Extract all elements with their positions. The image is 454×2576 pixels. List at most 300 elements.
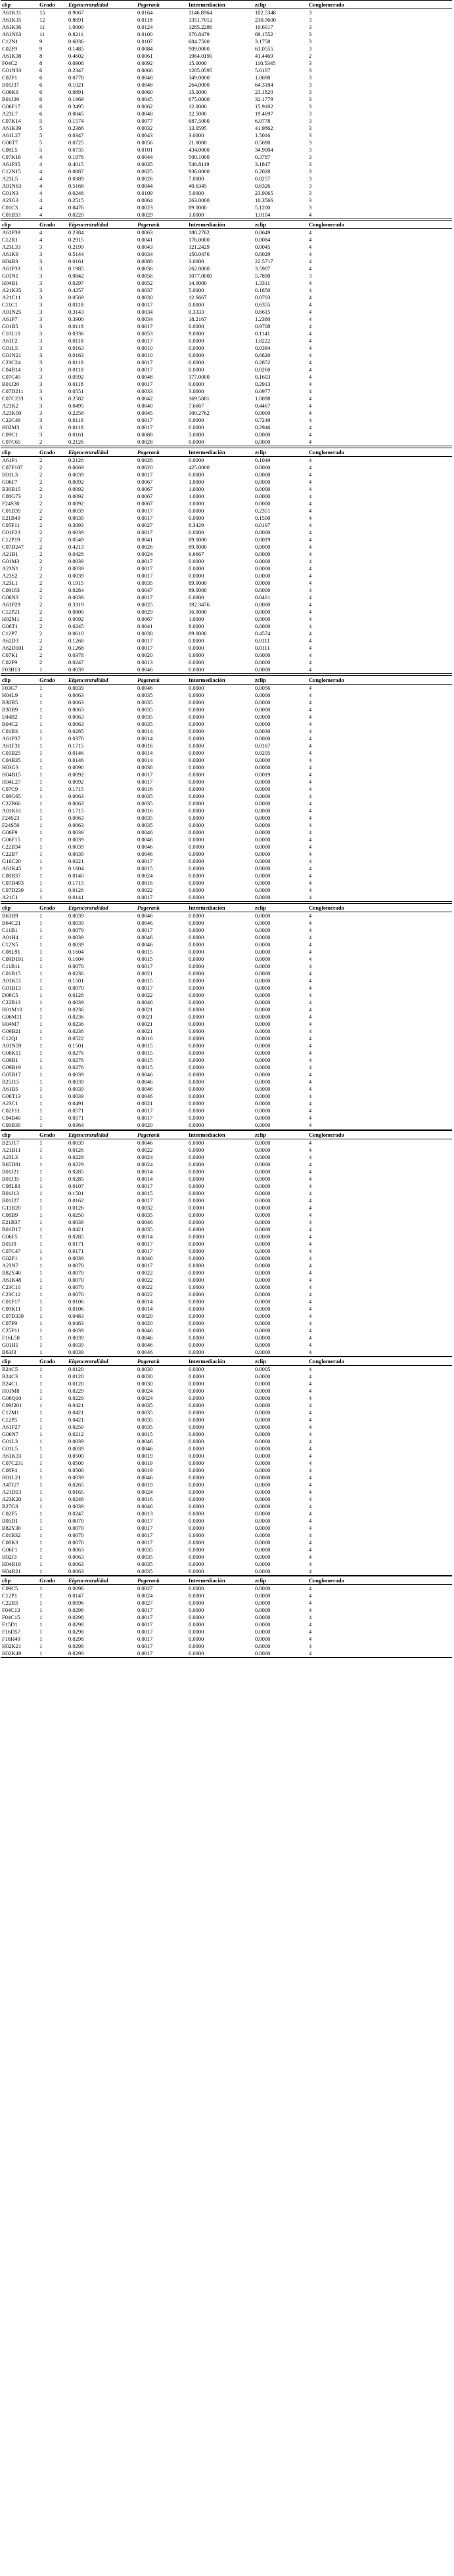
cell-clip: C08K3 [2,1539,18,1546]
cell-clip: G02F1 [2,1255,18,1261]
cell-zclip: 0.0000 [255,1269,271,1276]
cell-conglomerado: 4 [309,652,312,658]
cell-conglomerado: 3 [309,24,312,30]
cell-clip: C07K16 [2,154,21,160]
cell-grado: 1 [39,1291,43,1298]
cell-intermediacion: 1077.0000 [189,272,213,279]
cell-intermediacion: 18.2167 [189,316,207,322]
cell-grado: 1 [39,1341,43,1348]
cell-grado: 6 [39,67,43,74]
cell-conglomerado: 4 [309,294,312,301]
table-row [1,644,452,652]
cell-zclip: 0.0000 [255,1049,271,1056]
cell-zclip: 0.0000 [255,464,271,471]
column-header-eigen: Eigencentralidad [67,1357,136,1366]
cell-grado: 4 [39,204,43,211]
cell-clip: B30B5 [2,699,18,706]
table-row [1,1599,452,1607]
cell-zclip: 0.0000 [255,887,271,893]
cell-zclip: 0.2946 [255,424,271,431]
cell-eigen: 0.0039 [68,1093,84,1099]
cell-pagerank: 0.0032 [137,125,153,131]
cell-grado: 1 [39,1481,43,1488]
cell-clip: B01J9 [2,1240,16,1247]
cell-eigen: 0.0090 [68,764,84,771]
cell-pagerank: 0.0014 [137,1305,153,1312]
cell-clip: A61P33 [2,265,20,272]
cell-pagerank: 0.0017 [137,1614,153,1620]
cell-conglomerado: 4 [309,793,312,799]
cell-clip: G09B1 [2,1057,18,1063]
cell-conglomerado: 4 [309,699,312,706]
table-row [1,1341,452,1349]
cell-intermediacion: 0.0000 [189,1496,204,1502]
cell-clip: A47J27 [2,1481,20,1488]
cell-conglomerado: 4 [309,1298,312,1305]
cell-conglomerado: 4 [309,1517,312,1524]
cell-clip: C02F5 [2,1510,18,1517]
cell-eigen: 0.0250 [68,1424,84,1430]
cell-intermediacion: 1.0000 [189,493,204,499]
cell-eigen: 0.0161 [68,258,84,264]
cell-clip: A61L27 [2,132,21,138]
column-header-intermediacion: Intermediación [187,676,254,685]
cell-pagerank: 0.0030 [137,1373,153,1380]
cell-clip: C09C5 [2,1585,18,1592]
cell-intermediacion: 100.2762 [189,410,210,416]
cell-eigen: 0.0285 [68,1168,84,1175]
cell-intermediacion: 3.0000 [189,431,204,438]
table-row [1,963,452,970]
cell-conglomerado: 4 [309,778,312,785]
cell-pagerank: 0.0020 [137,1313,153,1319]
cell-pagerank: 0.0046 [136,1349,187,1357]
cell-grado: 1 [39,851,43,857]
cell-conglomerado: 4 [309,822,312,828]
cell-pagerank: 0.0027 [137,1599,153,1606]
cell-conglomerado: 4 [309,814,312,821]
cell-intermediacion: 0.0000 [189,1452,204,1459]
cell-zclip: 64.3184 [255,81,273,88]
cell-zclip: 0.0000 [255,1226,271,1233]
cell-eigen: 0.0070 [68,1284,84,1290]
cell-pagerank: 0.0048 [137,81,153,88]
cell-conglomerado: 3 [309,103,312,110]
cell-zclip: 230.9600 [255,16,276,23]
cell-clip: C22B3 [2,1599,18,1606]
cell-zclip: 0.0000 [254,1568,307,1576]
cell-pagerank: 0.0030 [137,1366,153,1372]
cell-zclip: 0.0000 [255,608,271,615]
table-row [1,912,452,920]
cell-zclip: 0.0000 [255,529,271,536]
cell-grado: 1 [39,1028,43,1034]
cell-conglomerado: 3 [309,74,312,81]
table-row [1,1489,452,1496]
cell-intermediacion: 0.0000 [189,1298,204,1305]
cell-clip: G09B19 [2,1064,21,1070]
cell-clip: B25J17 [2,1139,19,1146]
cell-eigen: 0.0039 [68,594,84,601]
cell-pagerank: 0.0100 [137,31,153,37]
cell-intermediacion: 0.0000 [189,1424,204,1430]
cell-conglomerado: 3 [309,96,312,102]
cell-conglomerado: 4 [309,471,312,478]
table-row [1,117,452,125]
cell-zclip: 0.0000 [255,486,271,492]
cell-clip: C01B3 [2,728,18,734]
cell-clip: G01N33 [2,67,22,74]
cell-pagerank: 0.0015 [137,865,153,872]
cell-eigen: 0.1501 [68,977,84,984]
cell-conglomerado: 4 [309,373,312,380]
cell-zclip: 0.0000 [255,1460,271,1466]
cell-pagerank: 0.0024 [137,551,153,557]
cell-eigen: 0.0298 [68,1643,84,1649]
data-table-block [1,1357,452,1576]
cell-grado: 1 [39,1049,43,1056]
cell-grado: 1 [39,735,43,742]
cell-eigen: 0.2199 [68,243,84,250]
cell-intermediacion: 0.0000 [189,1438,204,1445]
cell-intermediacion: 0.0000 [189,1305,204,1312]
cell-clip: B63J3 [1,1349,38,1357]
cell-intermediacion: 3.0000 [189,132,204,138]
cell-clip: C09D191 [2,956,24,962]
cell-zclip: 0.0000 [255,1078,271,1085]
cell-conglomerado: 4 [309,941,312,948]
cell-intermediacion: 0.0000 [189,345,204,351]
cell-pagerank: 0.0023 [137,204,153,211]
cell-zclip: 0.0000 [255,1525,271,1531]
table-row [1,919,452,927]
cell-clip: A21D13 [2,1489,22,1495]
table-row [1,154,452,161]
cell-clip: C10L10 [2,330,20,337]
cell-grado: 12 [39,16,45,23]
cell-pagerank: 0.0048 [137,373,153,380]
cell-zclip: 0.0000 [255,1298,271,1305]
table-row [1,941,452,948]
cell-eigen: 0.0092 [68,500,84,507]
cell-clip: C12N15 [2,168,21,175]
cell-grado: 4 [39,190,43,196]
cell-pagerank: 0.0017 [137,381,153,387]
cell-grado: 1 [39,1233,43,1240]
cell-zclip: 15.9102 [255,103,273,110]
cell-grado: 1 [39,1614,43,1620]
cell-eigen: 0.4602 [68,53,84,59]
cell-pagerank: 0.0063 [137,229,153,236]
cell-eigen: 0.0285 [68,728,84,734]
column-header-zclip: zclip [254,1131,307,1139]
cell-intermediacion: 0.0000 [189,1212,204,1218]
cell-intermediacion: 7.0000 [189,175,204,182]
column-header-pagerank: Pagerank [136,1,187,9]
cell-clip: G01M3 [2,558,20,564]
cell-intermediacion: 0.0000 [189,1057,204,1063]
cell-zclip: 23.1820 [255,89,273,95]
table-row [1,1568,452,1576]
cell-pagerank: 0.0020 [137,464,153,471]
column-header-eigen: Eigencentralidad [67,904,136,912]
cell-pagerank: 0.0046 [137,1438,153,1445]
cell-intermediacion: 0.0000 [189,1071,204,1078]
cell-grado: 1 [39,807,43,814]
cell-pagerank: 0.0017 [137,572,153,579]
cell-intermediacion: 0.0000 [187,666,254,674]
cell-intermediacion: 263.0000 [189,197,210,203]
cell-pagerank: 0.0056 [137,139,153,146]
cell-eigen: 0.0285 [68,1175,84,1182]
cell-eigen: 0.0549 [68,536,84,543]
table-row [1,948,452,956]
cell-zclip: 0.0000 [255,713,271,720]
cell-intermediacion: 188.2762 [189,229,210,236]
cell-eigen: 0.4015 [68,161,84,167]
cell-pagerank: 0.0021 [137,1021,153,1027]
cell-zclip: 0.0000 [255,1334,271,1341]
cell-pagerank: 0.0041 [137,236,153,243]
cell-eigen: 0.2384 [68,229,84,236]
cell-clip: C01B15 [2,970,21,977]
cell-zclip: 0.0461 [255,594,271,601]
cell-eigen: 0.0126 [68,1204,84,1211]
cell-eigen: 0.0171 [68,1240,84,1247]
cell-eigen: 0.0070 [68,1525,84,1531]
cell-zclip: 41.4469 [255,53,273,59]
cell-eigen: 0.0039 [68,1078,84,1085]
table-row [1,1607,452,1614]
table-row [1,1277,452,1284]
cell-clip: F15D1 [2,1621,18,1628]
cell-intermediacion: 150.0476 [189,251,210,257]
cell-pagerank: 0.0022 [137,1277,153,1283]
table-row [1,352,452,359]
cell-conglomerado: 4 [309,1078,312,1085]
cell-zclip: 0.0000 [255,601,271,608]
cell-intermediacion: 909.0000 [189,45,210,52]
cell-clip: G06M11 [2,1013,22,1020]
cell-zclip: 0.0030 [255,728,271,734]
cell-grado: 15 [39,9,45,16]
cell-grado: 1 [39,1395,43,1401]
cell-clip: A23S2 [2,572,18,579]
cell-eigen: 0.0039 [67,1349,136,1357]
cell-eigen: 0.0229 [68,1395,84,1401]
cell-conglomerado: 4 [309,522,312,528]
cell-conglomerado: 4 [309,558,312,564]
cell-conglomerado: 4 [309,236,312,243]
cell-zclip: 0.6615 [255,308,271,315]
cell-zclip: 0.0205 [255,750,271,756]
cell-eigen: 0.0276 [68,1057,84,1063]
data-table-block [1,448,452,674]
cell-intermediacion: 0.0000 [189,1233,204,1240]
cell-intermediacion: 0.0000 [189,1327,204,1334]
cell-intermediacion: 0.0000 [189,1445,204,1452]
cell-eigen: 0.0063 [68,692,84,698]
cell-zclip: 0.0260 [255,366,271,373]
cell-conglomerado: 3 [309,182,312,189]
cell-conglomerado: 4 [309,1628,312,1635]
cell-grado: 2 [39,587,43,593]
cell-clip: F04C2 [2,60,18,66]
cell-clip: F16L58 [2,1334,20,1341]
cell-zclip: 0.0000 [255,984,271,991]
cell-pagerank: 0.0043 [137,132,153,138]
cell-zclip: 0.0197 [255,522,271,528]
cell-grado: 2 [39,551,43,557]
cell-intermediacion: 0.0000 [187,1122,254,1130]
table-row [1,16,452,24]
cell-eigen: 0.5168 [68,182,84,189]
cell-pagerank: 0.0046 [137,685,153,691]
cell-pagerank: 0.0164 [137,9,153,16]
column-header-eigen: Eigencentralidad [67,676,136,685]
cell-zclip: 0.0000 [255,493,271,499]
cell-grado: 1 [39,1373,43,1380]
cell-intermediacion: 0.0000 [189,1643,204,1649]
cell-intermediacion: 0.0000 [189,706,204,713]
cell-clip: B01J35 [2,1175,19,1182]
cell-zclip: 6.0778 [255,117,271,124]
cell-intermediacion: 0.0000 [189,793,204,799]
cell-clip: H02K21 [2,1643,22,1649]
cell-conglomerado: 4 [309,507,312,514]
cell-intermediacion: 0.0000 [189,970,204,977]
column-header-pagerank: Pagerank [136,904,187,912]
cell-intermediacion: 0.0000 [189,1320,204,1326]
cell-eigen: 0.0245 [68,623,84,629]
table-row [1,1474,452,1481]
cell-intermediacion: 349.0000 [189,74,210,81]
cell-zclip: 5.7890 [255,272,271,279]
cell-clip: B24C1 [2,1380,18,1387]
column-header-clip: clip [1,904,38,912]
table-row [1,337,452,345]
cell-eigen: 0.0070 [68,1517,84,1524]
cell-clip: C07C45 [2,373,21,380]
table-row [1,1452,452,1460]
cell-eigen: 0.0571 [68,1114,84,1121]
cell-pagerank: 0.0017 [137,323,153,329]
cell-conglomerado: 4 [309,594,312,601]
cell-pagerank: 0.0017 [137,984,153,991]
table-row [1,666,452,674]
cell-pagerank: 0.0046 [136,666,187,674]
table-row [1,1424,452,1431]
cell-pagerank: 0.0035 [137,161,153,167]
cell-intermediacion: 0.0000 [189,872,204,879]
cell-grado: 2 [39,464,43,471]
cell-eigen: 0.0725 [68,139,84,146]
cell-clip: C01B33 [1,211,38,219]
cell-eigen: 0.1715 [68,807,84,814]
cell-eigen: 0.0039 [68,1474,84,1481]
cell-eigen: 0.0070 [68,1262,84,1269]
cell-grado: 1 [39,887,43,893]
table-row [1,1262,452,1269]
cell-grado: 1 [39,912,43,919]
cell-grado: 1 [39,934,43,940]
cell-clip: B82Y30 [2,1525,21,1531]
cell-zclip: 0.0000 [255,1277,271,1283]
cell-conglomerado: 4 [309,1467,312,1473]
cell-conglomerado: 4 [309,912,312,919]
cell-eigen: 0.0070 [68,984,84,991]
cell-intermediacion: 0.0000 [189,323,204,329]
table-row [1,1561,452,1568]
cell-conglomerado: 4 [309,395,312,402]
table-row [1,1496,452,1503]
cell-clip: C12P5 [2,1416,18,1423]
cell-grado: 8 [39,60,43,66]
cell-pagerank: 0.0015 [137,948,153,955]
table-row [1,1197,452,1204]
cell-zclip: 0.0000 [255,572,271,579]
cell-pagerank: 0.0029 [137,608,153,615]
cell-zclip: 0.0000 [255,764,271,771]
cell-clip: A61K45 [2,865,22,872]
cell-grado: 2 [38,438,67,446]
cell-clip: H04L9 [2,692,18,698]
cell-intermediacion: 0.0000 [189,1262,204,1269]
cell-grado: 1 [39,793,43,799]
cell-intermediacion: 687.5000 [189,117,210,124]
cell-grado: 1 [39,1643,43,1649]
cell-eigen: 0.0247 [68,659,84,665]
cell-intermediacion: 0.0000 [189,1334,204,1341]
cell-pagerank: 0.0107 [137,38,153,45]
cell-clip: B27G3 [2,1503,18,1510]
cell-eigen: 0.0800 [68,608,84,615]
cell-clip: C01B25 [2,750,21,756]
cell-pagerank: 0.0017 [137,644,153,651]
cell-intermediacion: 14.0000 [189,280,207,286]
cell-grado: 1 [39,713,43,720]
cell-grado: 1 [39,829,43,835]
cell-conglomerado: 4 [309,1269,312,1276]
table-row [1,1467,452,1474]
cell-zclip: 0.0000 [255,970,271,977]
table-row [1,1387,452,1395]
cell-grado: 1 [39,1147,43,1153]
cell-zclip: 0.0000 [255,1395,271,1401]
cell-pagerank: 0.0034 [137,316,153,322]
cell-pagerank: 0.0017 [137,565,153,572]
cell-zclip: 0.0000 [255,1305,271,1312]
table-row [1,685,452,692]
cell-clip: G06F1 [2,1546,18,1553]
cell-zclip: 0.0000 [254,1650,307,1658]
cell-clip: A61K39 [2,125,22,131]
cell-eigen: 0.0039 [68,529,84,536]
cell-grado: 1 [39,963,43,969]
cell-zclip: 0.0000 [255,1561,271,1567]
cell-grado: 1 [39,948,43,955]
table-row [1,1621,452,1628]
cell-eigen: 0.0276 [68,1049,84,1056]
cell-conglomerado: 4 [309,1445,312,1452]
cell-pagerank: 0.0035 [137,1546,153,1553]
cell-conglomerado: 4 [309,1341,312,1348]
column-header-conglomerado: Conglomerado [307,676,452,685]
cell-eigen: 0.0039 [68,572,84,579]
cell-intermediacion: 0.0000 [189,1042,204,1049]
table-row [1,280,452,287]
cell-eigen: 0.0500 [68,1452,84,1459]
